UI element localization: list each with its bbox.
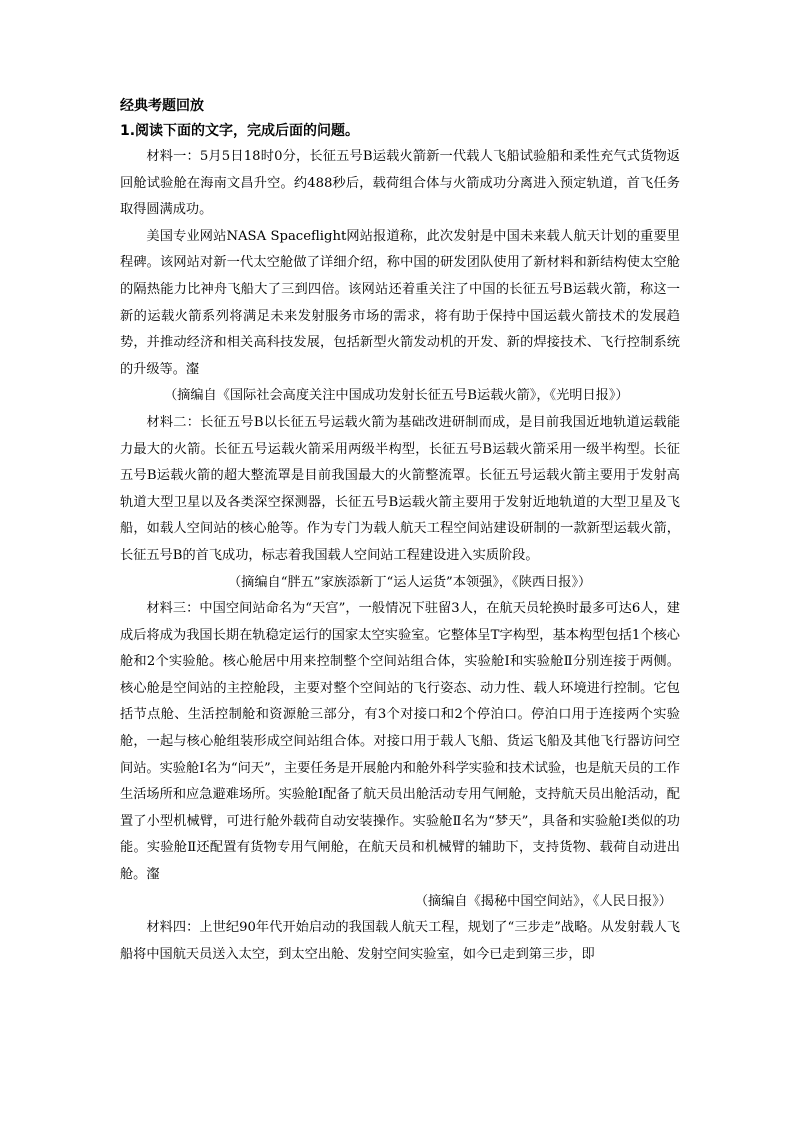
question-prompt: 1.阅读下面的文字，完成后面的问题。 [120, 123, 360, 139]
material-4-paragraph-1: 材料四：上世纪90年代开始启动的我国载人航天工程，规划了“三步走”战略。从发射载人飞船将中国航天员送入太空，到太空出舱、发射空间实验室，如今已走到第三步，即 [120, 920, 680, 962]
material-3-paragraph-1: 材料三：中国空间站命名为“天宫”，一般情况下驻留3人，在航天员轮换时最多可达6人，建成后将成为我国长期在轨稳定运行的国家太空实验室。它整体呈T字构型，基本构型包括1个核心舱和2个实验舱。核心舱居中用来控制整个空间站组合体，实验舱Ⅰ和实验舱Ⅱ分别连接于两侧。核心舱是空间站的主控舱段，主要对整个空间站的飞行姿态、动力性、载人环境进行控制。它包括节点舱、生活控制舱和资源舱三部分，有3个对接口和2个停泊口。停泊口用于连接两个实验舱，一起与核心舱组装形成空间站组合体。对接口用于载人飞船、货运飞船及其他飞行器访问空间站。实验舱Ⅰ名为“问天”，主要任务是开展舱内和舱外科学实验和技术试验，也是航天员的工作生活场所和应急避难场所。实验舱Ⅰ配备了航天员出舱活动专用气闸舱，支持航天员出舱活动，配置了小型机械臂，可进行舱外载荷自动安装操作。实验舱Ⅱ名为“梦天”，具备和实验舱Ⅰ类似的功能。实验舱Ⅱ还配置有货物专用气闸舱，在航天员和机械臂的辅助下，支持货物、载荷自动进出舱。瀣 [120, 601, 680, 883]
section-title: 经典考题回放 [120, 98, 204, 114]
material-1-source: （摘编自《国际社会高度关注中国成功发射长征五号B运载火箭》，《光明日报》） [164, 388, 629, 404]
material-2-source: （摘编自“胖五”家族添新丁“运人运货”本领强》，《陕西日报》） [228, 574, 592, 590]
material-1-paragraph-1: 材料一：5月5日18时0分，长征五号B运载火箭新一代载人飞船试验船和柔性充气式货物返回舱试验舱在海南文昌升空。约488秒后，载荷组合体与火箭成功分离进入预定轨道，首飞任务取得圆满成功。 [120, 149, 680, 218]
material-1-paragraph-2: 美国专业网站NASA Spaceflight网站报道称，此次发射是中国未来载人航天计划的重要里程碑。该网站对新一代太空舱做了详细介绍，称中国的研发团队使用了新材料和新结构使太空舱的隔热能力比神舟飞船大了三到四倍。该网站还着重关注了中国的长征五号B运载火箭，称这一新的运载火箭系列将满足未来发射服务市场的需求，将有助于保持中国运载火箭技术的发展趋势，并推动经济和相关高科技发展，包括新型火箭发动机的开发、新的焊接技术、飞行控制系统的升级等。瀣 [120, 228, 680, 377]
document-page [120, 94, 680, 968]
material-3-source: （摘编自《揭秘中国空间站》，《人民日报》） [414, 893, 672, 909]
material-2-paragraph-1: 材料二：长征五号B以长征五号运载火箭为基础改进研制而成，是目前我国近地轨道运载能力最大的火箭。长征五号运载火箭采用两级半构型，长征五号B运载火箭采用一级半构型。长征五号B运载火箭的超大整流罩是目前我国最大的火箭整流罩。长征五号运载火箭主要用于发射高轨道大型卫星以及各类深空探测器，长征五号B运载火箭主要用于发射近地轨道的大型卫星及飞船，如载人空间站的核心舱等。作为专门为载人航天工程空间站建设研制的一款新型运载火箭，长征五号B的首飞成功，标志着我国载人空间站工程建设进入实质阶段。 [120, 414, 680, 563]
